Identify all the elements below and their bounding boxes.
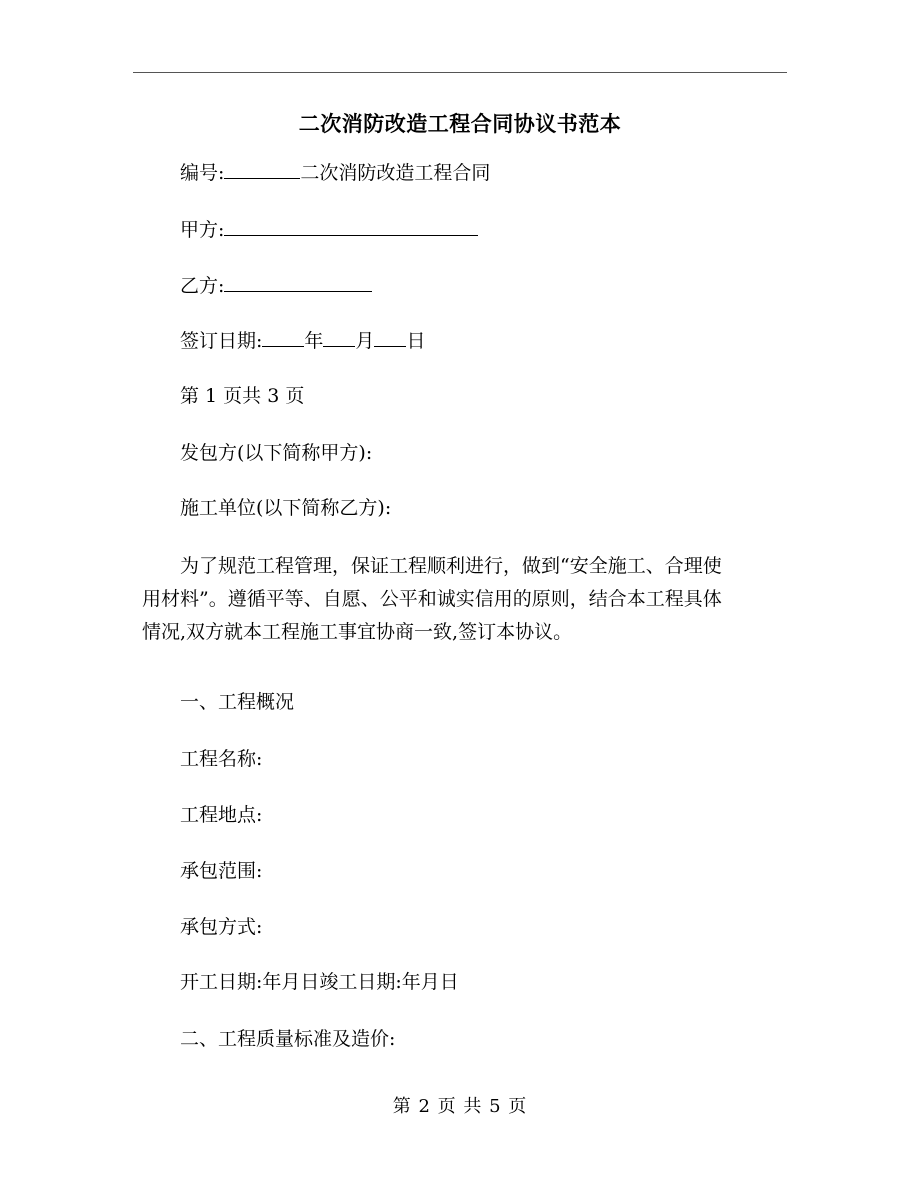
intro-paragraph — [142, 550, 748, 649]
project-name-line: 工程名称: — [180, 748, 263, 770]
page-info-line: 第 1 页共 3 页 — [180, 385, 305, 407]
party-a-line — [180, 215, 478, 244]
number-line — [180, 158, 490, 187]
number-blank — [224, 158, 300, 179]
party-b-blank — [224, 271, 372, 292]
employer-line: 发包方(以下简称甲方): — [180, 442, 373, 464]
header-rule — [133, 72, 787, 73]
section2-heading: 二、工程质量标准及造价: — [180, 1028, 396, 1050]
year-blank — [262, 326, 304, 347]
day-blank — [374, 326, 406, 347]
intro-line-3: 情况,双方就本工程施工事宜协商一致,签订本协议。 — [142, 621, 573, 643]
project-location-line: 工程地点: — [180, 804, 263, 826]
intro-line-2: 用材料”。遵循平等、自愿、公平和诚实信用的原则，结合本工程具体 — [142, 588, 722, 610]
day-char: 日 — [406, 330, 426, 352]
scope-line: 承包范围: — [180, 860, 263, 882]
number-label: 编号: — [180, 162, 225, 184]
number-value: 二次消防改造工程合同 — [300, 162, 491, 184]
party-a-label: 甲方: — [180, 219, 225, 241]
party-a-blank — [224, 215, 478, 236]
method-line: 承包方式: — [180, 916, 263, 938]
party-b-label: 乙方: — [180, 275, 225, 297]
year-char: 年 — [304, 330, 324, 352]
month-char: 月 — [355, 330, 375, 352]
month-blank — [323, 326, 355, 347]
party-b-line — [180, 271, 372, 300]
dates-line: 开工日期:年月日竣工日期:年月日 — [180, 971, 459, 993]
intro-line-1: 为了规范工程管理，保证工程顺利进行，做到“安全施工、合理使 — [180, 555, 722, 577]
sign-date-line — [180, 326, 425, 355]
document-title: 二次消防改造工程合同协议书范本 — [298, 111, 622, 136]
section1-heading: 一、工程概况 — [180, 691, 295, 713]
page-footer: 第 2 页 共 5 页 — [392, 1096, 528, 1117]
contractor-line: 施工单位(以下简称乙方): — [180, 497, 392, 519]
sign-date-label: 签订日期: — [180, 330, 263, 352]
